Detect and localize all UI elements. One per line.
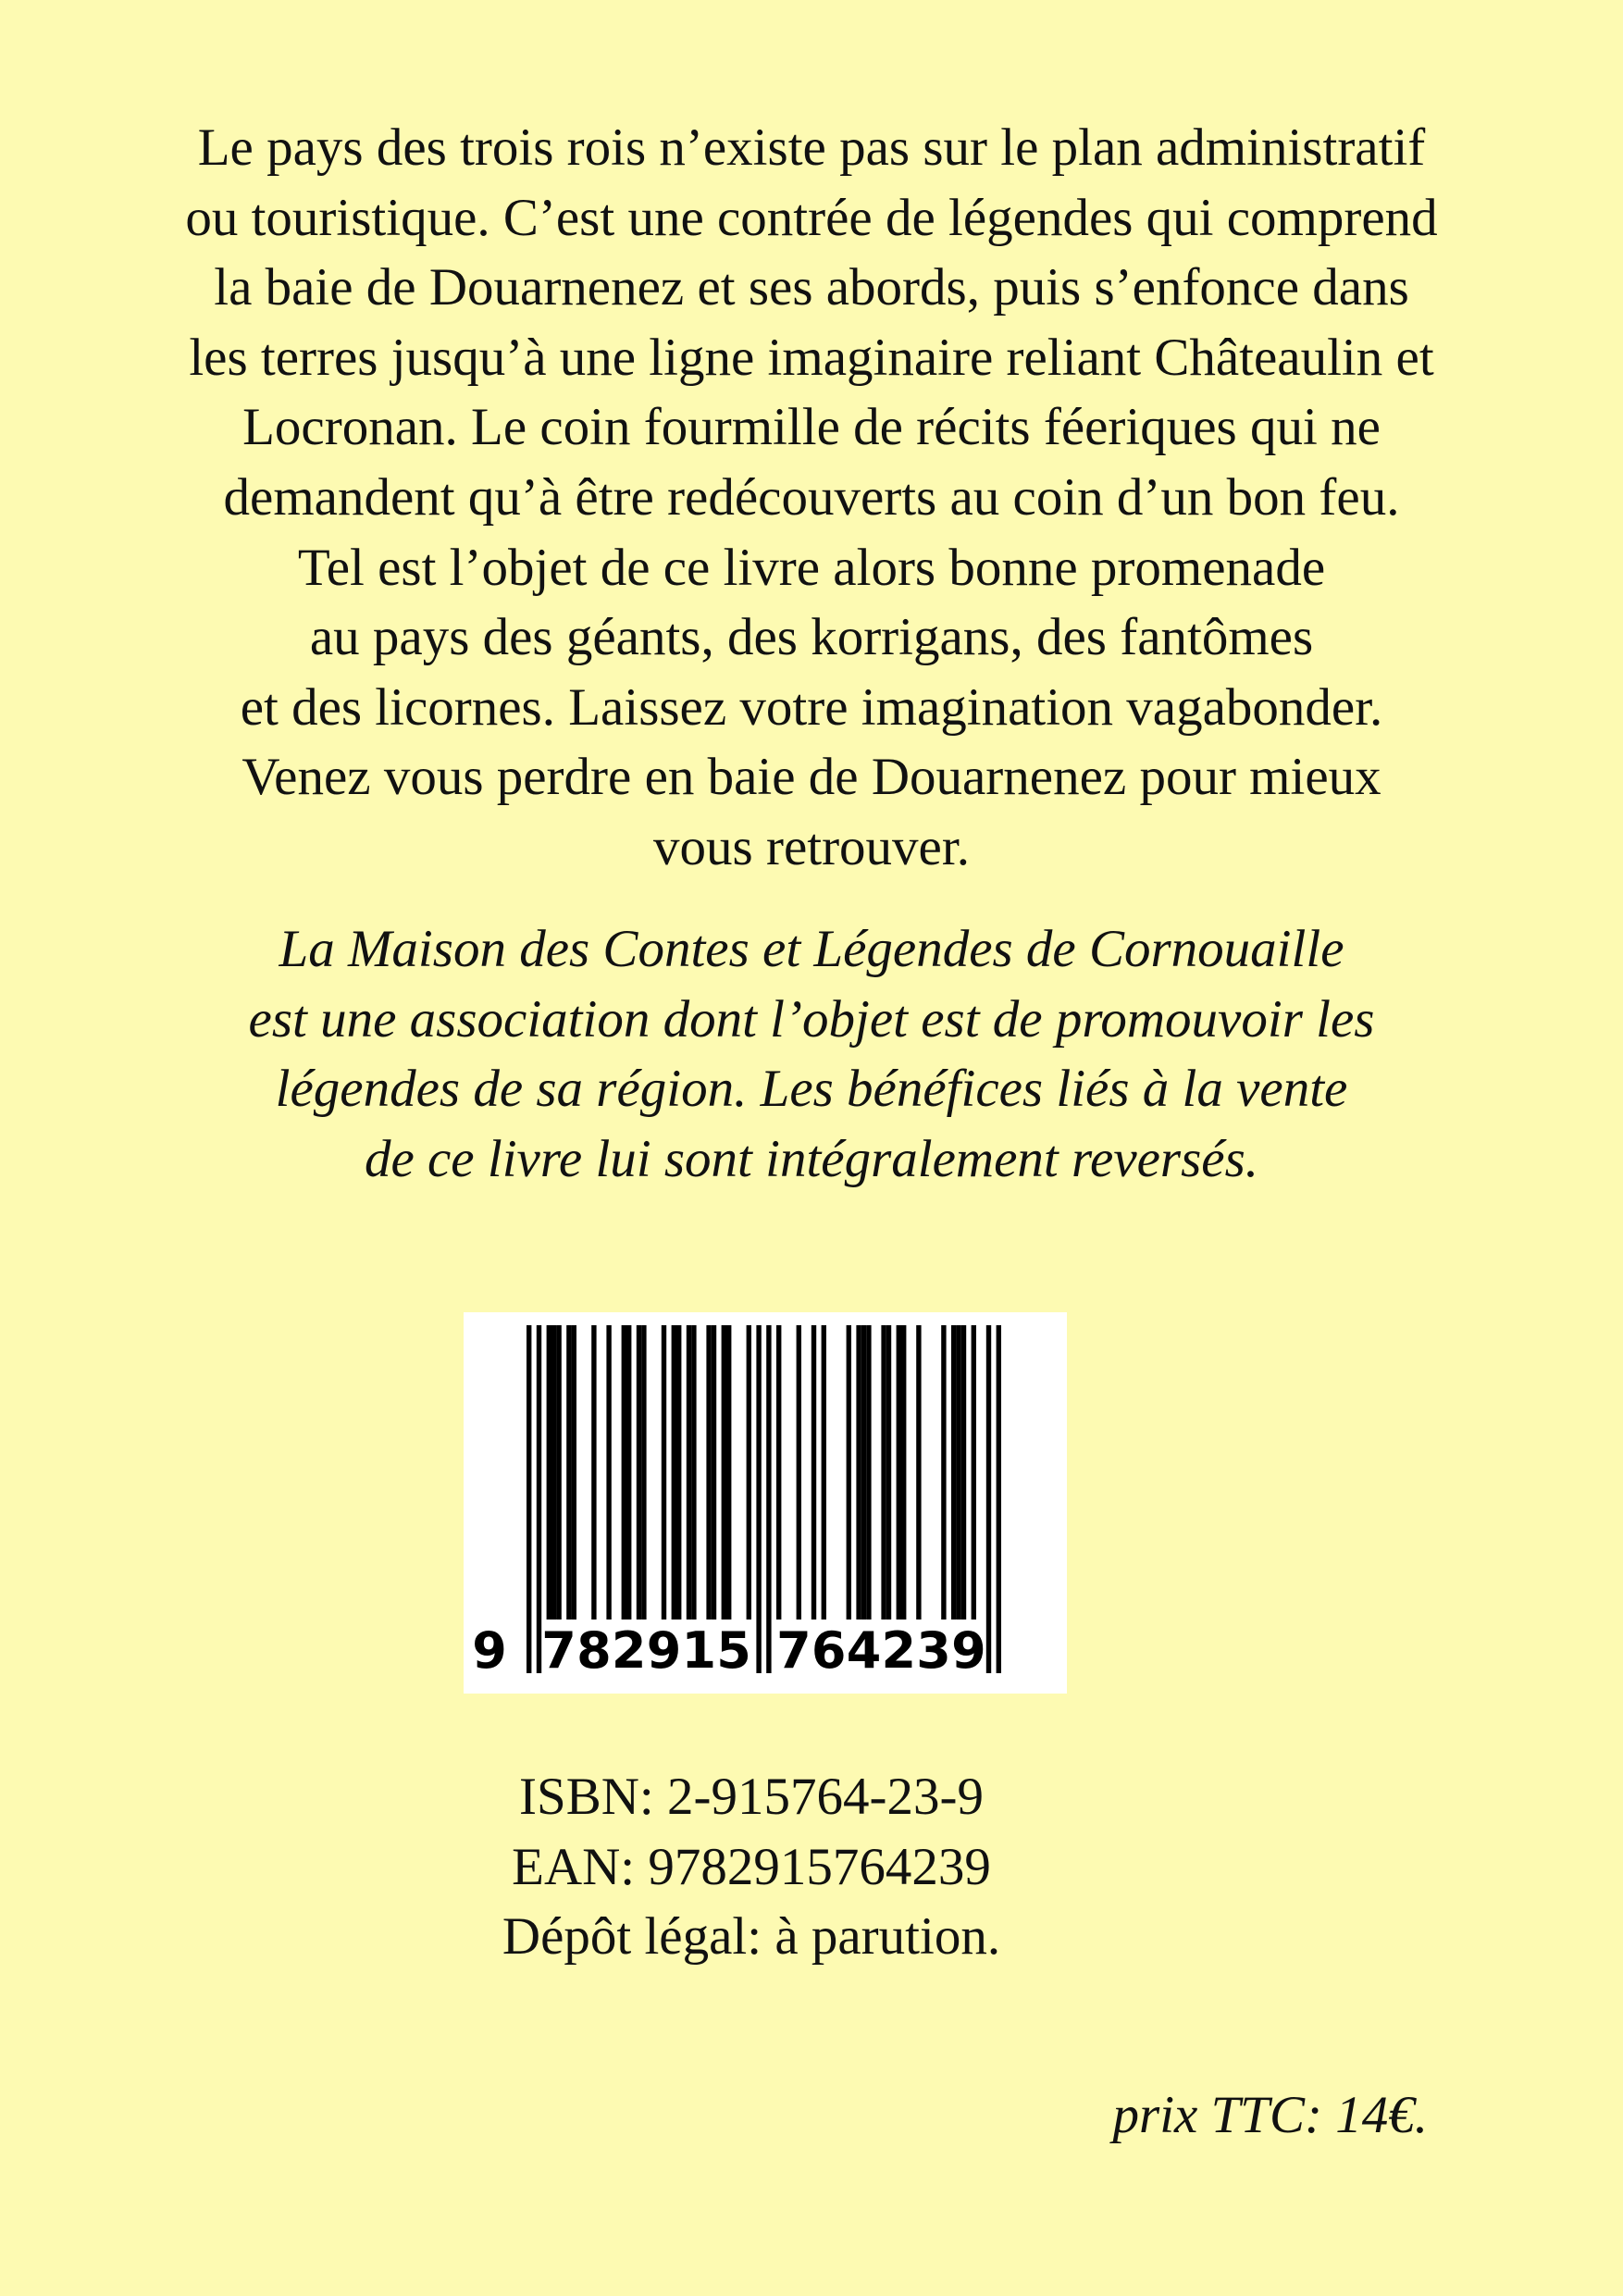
barcode-digit: 6 — [811, 1621, 847, 1680]
barcode-bar — [861, 1325, 866, 1620]
association-line: de ce livre lui sont intégralement reversés. — [364, 1129, 1259, 1188]
blurb-line: les terres jusqu’à une ligne imaginaire reliant Châteaulin et — [189, 328, 1434, 387]
barcode-bar — [641, 1325, 646, 1620]
barcode-bar — [676, 1325, 681, 1620]
ean-text: EAN: 9782915764239 — [512, 1837, 991, 1896]
barcode-bar — [776, 1325, 781, 1620]
barcode-digit: 7 — [776, 1621, 812, 1680]
barcode-bar — [556, 1325, 561, 1620]
barcode-bar — [997, 1325, 1001, 1673]
barcode-bar — [916, 1325, 921, 1620]
barcode-bar — [822, 1325, 826, 1620]
barcode-bar — [856, 1325, 861, 1620]
association-line: La Maison des Contes et Légendes de Cornouaille — [279, 920, 1344, 978]
back-cover-blurb — [0, 113, 1623, 883]
barcode-bar — [901, 1325, 906, 1620]
barcode-bar — [722, 1325, 726, 1620]
blurb-line: Venez vous perdre en baie de Douarnenez pour mieux — [242, 748, 1381, 807]
blurb-line: Locronan. Le coin fourmille de récits féeriques qui ne — [242, 398, 1381, 457]
barcode-bar — [687, 1325, 691, 1620]
barcode-bar — [797, 1325, 801, 1620]
barcode-digit: 5 — [716, 1621, 751, 1680]
legal-deposit-text: Dépôt légal: à parution. — [502, 1907, 1001, 1967]
barcode-bar — [766, 1325, 771, 1673]
association-line: est une association dont l’objet est de promouvoir les — [248, 989, 1375, 1049]
barcode-digit: 9 — [472, 1621, 507, 1680]
barcode-bar — [547, 1325, 551, 1620]
blurb-line: vous retrouver. — [653, 817, 970, 876]
barcode-bar — [691, 1325, 696, 1620]
barcode-bar — [986, 1325, 991, 1673]
blurb-line: demandent qu’à être redécouverts au coin d’un bon feu. — [223, 467, 1400, 527]
barcode-bar — [662, 1325, 666, 1620]
barcode-bar — [951, 1325, 956, 1620]
barcode-bar — [897, 1325, 901, 1620]
association-note — [0, 914, 1623, 1194]
blurb-line: ou touristique. C’est une contrée de légendes qui comprend — [185, 188, 1438, 247]
barcode-bar — [972, 1325, 976, 1620]
barcode-bar — [672, 1325, 676, 1620]
barcode-bar — [866, 1325, 871, 1620]
barcode-digit: 2 — [611, 1621, 647, 1680]
isbn-text: ISBN: 2-915764-23-9 — [519, 1768, 984, 1826]
barcode-bar — [881, 1325, 886, 1620]
barcode-bar — [812, 1325, 816, 1620]
blurb-line: et des licornes. Laissez votre imagination vagabonder. — [240, 677, 1383, 737]
blurb-line: Tel est l’objet de ce livre alors bonne promenade — [297, 538, 1326, 597]
blurb-line: au pays des géants, des korrigans, des fantômes — [309, 608, 1314, 667]
barcode-bar — [961, 1325, 966, 1620]
barcode-bar — [747, 1325, 751, 1620]
ean-barcode — [464, 1312, 1067, 1694]
barcode-bar — [566, 1325, 571, 1620]
barcode-bar — [712, 1325, 716, 1620]
barcode-digit: 4 — [846, 1621, 882, 1680]
barcode-digit: 9 — [951, 1621, 986, 1680]
barcode-graphic — [464, 1312, 1067, 1694]
barcode-bar — [626, 1325, 631, 1620]
barcode-bar — [726, 1325, 731, 1620]
barcode-bar — [551, 1325, 556, 1620]
barcode-digit: 1 — [681, 1621, 717, 1680]
barcode-bar — [956, 1325, 960, 1620]
barcode-bar — [941, 1325, 946, 1620]
blurb-line: Le pays des trois rois n’existe pas sur le plan administratif — [197, 118, 1426, 177]
barcode-bar — [591, 1325, 596, 1620]
barcode-bar — [886, 1325, 891, 1620]
price-text: prix TTC: 14€. — [1112, 2086, 1428, 2144]
barcode-digit: 8 — [576, 1621, 612, 1680]
barcode-bar — [756, 1325, 761, 1673]
barcode-bar — [622, 1325, 626, 1620]
barcode-digit: 9 — [646, 1621, 682, 1680]
barcode-digit: 7 — [541, 1621, 576, 1680]
barcode-bar — [637, 1325, 641, 1620]
barcode-bar — [572, 1325, 576, 1620]
barcode-bar — [706, 1325, 711, 1620]
barcode-bar — [527, 1325, 531, 1673]
association-line: légendes de sa région. Les bénéfices liés à la vente — [275, 1060, 1348, 1119]
barcode-bar — [847, 1325, 851, 1620]
barcode-digit: 2 — [881, 1621, 917, 1680]
barcode-bar — [606, 1325, 611, 1620]
book-identifiers — [0, 1762, 1503, 1972]
barcode-digit: 3 — [916, 1621, 951, 1680]
blurb-line: la baie de Douarnenez et ses abords, puis s’enfonce dans — [214, 258, 1409, 317]
